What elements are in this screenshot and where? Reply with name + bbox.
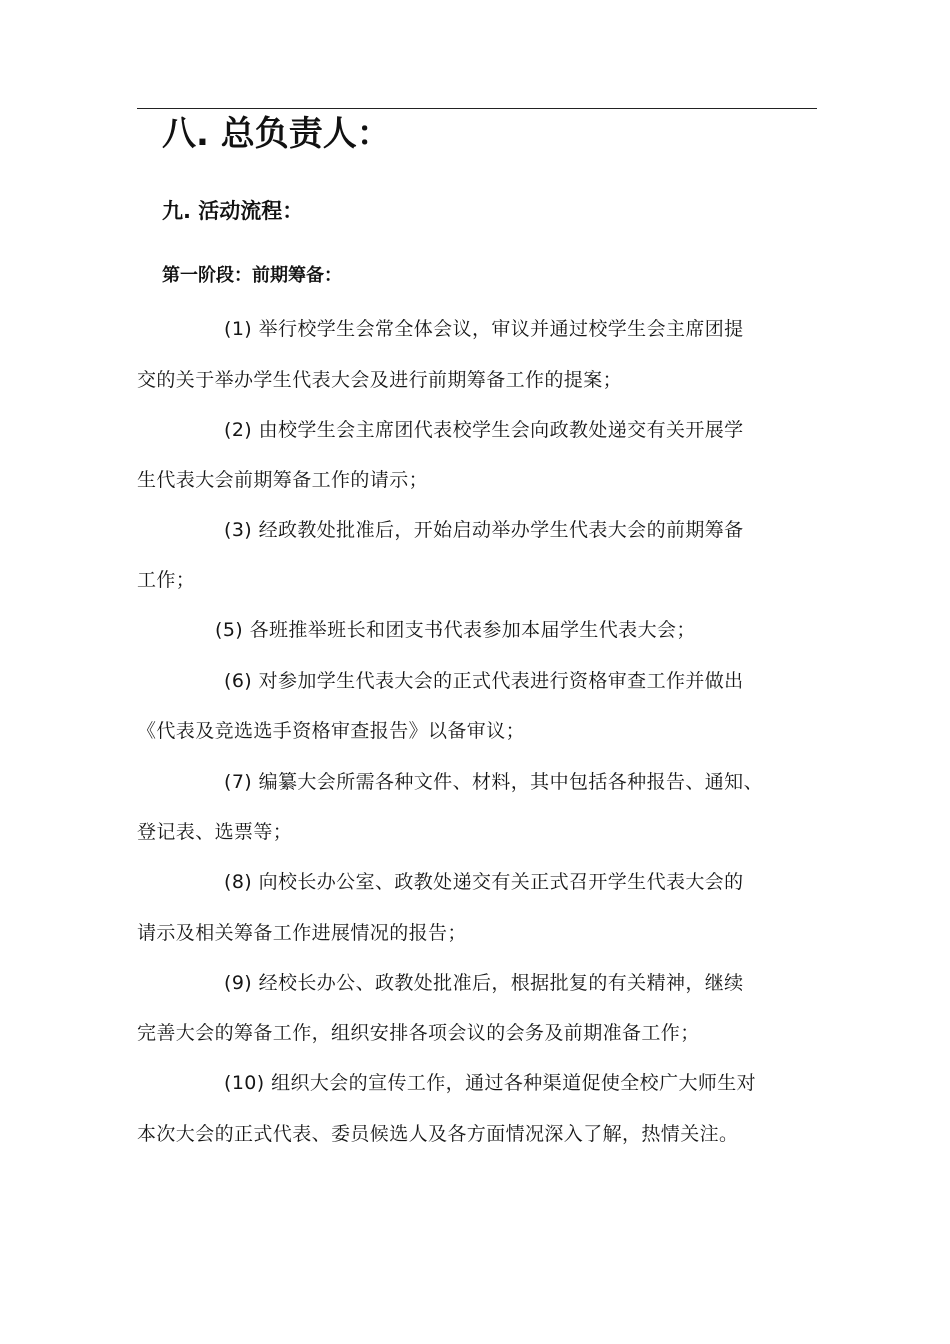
list-item-3-line-2: 工作； [137,569,196,591]
item-number: (8) [224,871,253,893]
item-number: (7) [224,771,253,793]
list-item-8-line-1 [224,867,744,897]
section-heading-responsible: 八. 总负责人： [162,114,391,154]
list-item-9-line-2: 完善大会的筹备工作，组织安排各项会议的会务及前期准备工作； [137,1022,700,1044]
item-number: (10) [224,1072,265,1094]
item-text: 编纂大会所需各种文件、材料，其中包括各种报告、通知、 [258,771,763,793]
item-text: 经校长办公、政教处批准后，根据批复的有关精神，继续 [258,972,744,994]
item-text: 由校学生会主席团代表校学生会向政教处递交有关开展学 [258,419,744,441]
item-number: (3) [224,519,253,541]
item-number: (2) [224,419,253,441]
list-item-5-line-1 [215,615,696,645]
item-text: 举行校学生会常全体会议，审议并通过校学生会主席团提 [258,318,744,340]
item-text: 经政教处批准后，开始启动举办学生代表大会的前期筹备 [258,519,744,541]
item-number: (9) [224,972,253,994]
list-item-10-line-2: 本次大会的正式代表、委员候选人及各方面情况深入了解，热情关注。 [137,1123,739,1145]
list-item-6-line-1 [224,666,744,696]
list-item-6-line-2: 《代表及竞选选手资格审查报告》以备审议； [137,720,526,742]
item-text: 组织大会的宣传工作，通过各种渠道促使全校广大师生对 [271,1072,757,1094]
item-text: 向校长办公室、政教处递交有关正式召开学生代表大会的 [258,871,744,893]
list-item-7-line-1 [224,767,763,797]
item-number: (1) [224,318,253,340]
phase-heading: 第一阶段：前期筹备： [162,265,342,286]
list-item-2-line-1 [224,415,744,445]
list-item-1-line-2: 交的关于举办学生代表大会及进行前期筹备工作的提案； [137,369,623,391]
list-item-9-line-1 [224,968,744,998]
header-rule [137,108,817,109]
list-item-3-line-1 [224,515,744,545]
list-item-10-line-1 [224,1068,756,1098]
list-item-2-line-2: 生代表大会前期筹备工作的请示； [137,469,429,491]
list-item-1-line-1 [224,314,744,344]
list-item-7-line-2: 登记表、选票等； [137,821,293,843]
item-text: 各班推举班长和团支书代表参加本届学生代表大会； [249,619,696,641]
item-text: 对参加学生代表大会的正式代表进行资格审查工作并做出 [258,670,744,692]
list-item-8-line-2: 请示及相关筹备工作进展情况的报告； [137,922,467,944]
item-number: (6) [224,670,253,692]
item-number: (5) [215,619,244,641]
section-heading-process: 九. 活动流程： [162,199,304,223]
